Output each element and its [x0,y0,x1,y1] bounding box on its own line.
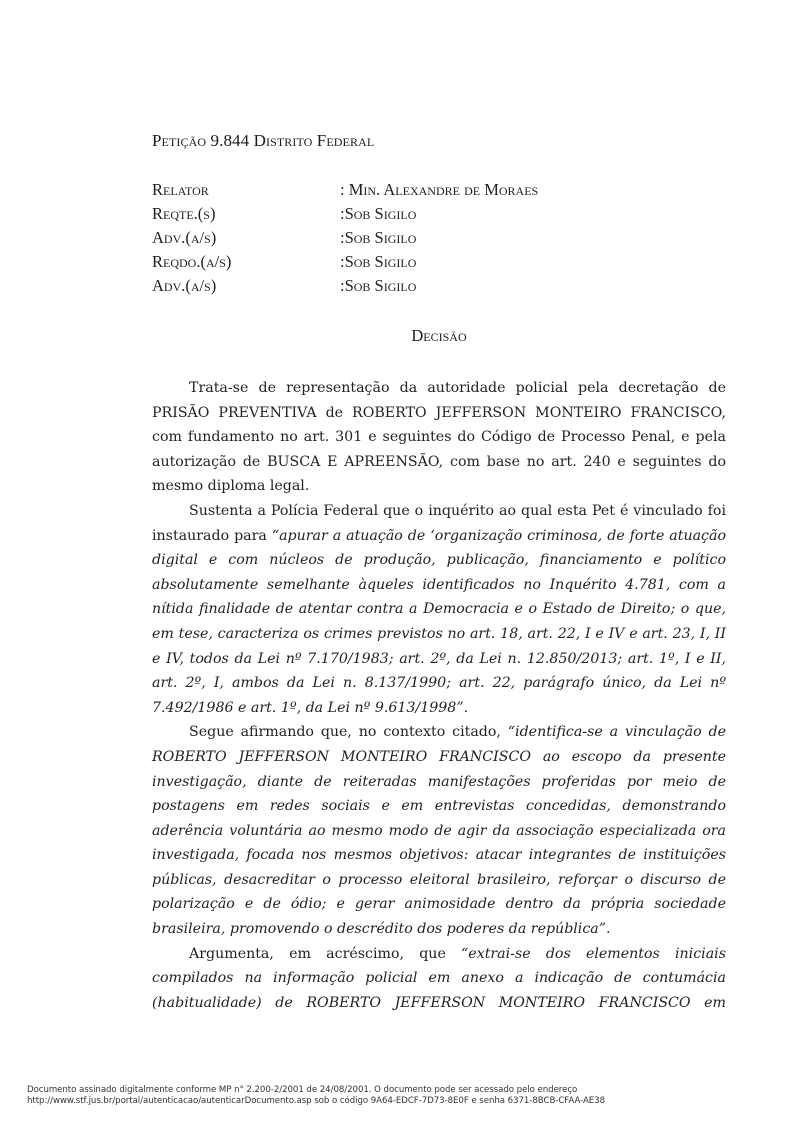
party-label: Adv.(a/s) [152,276,217,295]
party-row-adv-2 [152,274,732,298]
document-title: Petição 9.844 Distrito Federal [152,131,375,150]
signature-footer [27,1085,605,1107]
paragraph-text: Sustenta a Polícia Federal que o inquérito ao qual esta Pet é vinculado foi instaurado para [152,502,726,544]
party-row-relator [152,178,732,202]
paragraph-text: Argumenta, em acréscimo, que [189,945,462,962]
paragraph-text: Trata-se de representação da autoridade policial pela decretação de PRISÃO PREVENTIVA de ROBERTO JEFFERSON MONTEIRO FRANCISCO, com fundamento no art. 301 e seguintes do Código de Processo Penal, e pela autorização de BUSCA E APREENSÃO, com base no art. 240 e seguintes do mesmo diploma legal. [152,380,726,495]
party-label: Adv.(a/s) [152,228,217,247]
paragraph [152,720,726,941]
party-label: Relator [152,180,209,199]
party-value: :Sob Sigilo [340,204,417,223]
paragraph [152,376,726,499]
quoted-text: “extrai-se dos elementos iniciais compilados na informação policial em anexo a indicação de contumácia (habitualidade) de ROBERTO JEFFERSON MONTEIRO FRANCISCO em [152,945,726,1011]
quoted-text: “apurar a atuação de ‘organização criminosa, de forte atuação digital e com núcleos de produção, publicação, financiamento e político absolutamente semelhante àqueles identificados no Inquérito 4.781, com a nítida finalidade de atentar contra a Democracia e o Estado de Direito; o que, em tese, caracteriza os crimes previstos no art. 18, art. 22, I e IV e art. 23, I, II e IV, todos da Lei nº 7.170/1983; art. 2º, da Lei n. 12.850/2013; art. 1º, I e II, art. 2º, I, ambos da Lei n. 8.137/1990; art. 22, parágrafo único, da Lei nº 7.492/1986 e art. 1º, da Lei nº 9.613/1998”. [152,527,726,716]
parties-table [152,178,732,298]
paragraph [152,499,726,720]
quoted-text: “identifica-se a vinculação de ROBERTO JEFFERSON MONTEIRO FRANCISCO ao escopo da presente investigação, diante de reiteradas manifestações proferidas por meio de postagens em redes sociais e em entrevistas concedidas, demonstrando aderência voluntária ao mesmo modo de agir da associação especializada ora investigada, focada nos mesmos objetivos: atacar integrantes de instituições públicas, desacreditar o processo eleitoral brasileiro, reforçar o discurso de polarização e de ódio; e gerar animosidade dentro da própria sociedade brasileira, promovendo o descrédito dos poderes da república”. [152,724,726,938]
party-value: :Sob Sigilo [340,252,417,271]
party-row-reqdo [152,250,732,274]
party-row-reqte [152,202,732,226]
footer-line-1: Documento assinado digitalmente conforme MP n° 2.200-2/2001 de 24/08/2001. O documento pode ser acessado pelo endereço [27,1085,578,1095]
paragraph-text: Segue afirmando que, no contexto citado, [189,724,508,741]
paragraph [152,942,726,1016]
party-label: Reqdo.(a/s) [152,252,232,271]
party-value: :Sob Sigilo [340,276,417,295]
party-value: : Min. Alexandre de Moraes [340,180,539,199]
decision-body [152,376,726,1015]
section-heading: Decisão [411,326,467,345]
party-label: Reqte.(s) [152,204,216,223]
party-value: :Sob Sigilo [340,228,417,247]
footer-line-2[interactable]: http://www.stf.jus.br/portal/autenticacao/autenticarDocumento.asp sob o código 9A64-EDCF-7D73-8E0F e senha 6371-8BCB-CFAA-AE38 [27,1096,606,1106]
party-row-adv [152,226,732,250]
